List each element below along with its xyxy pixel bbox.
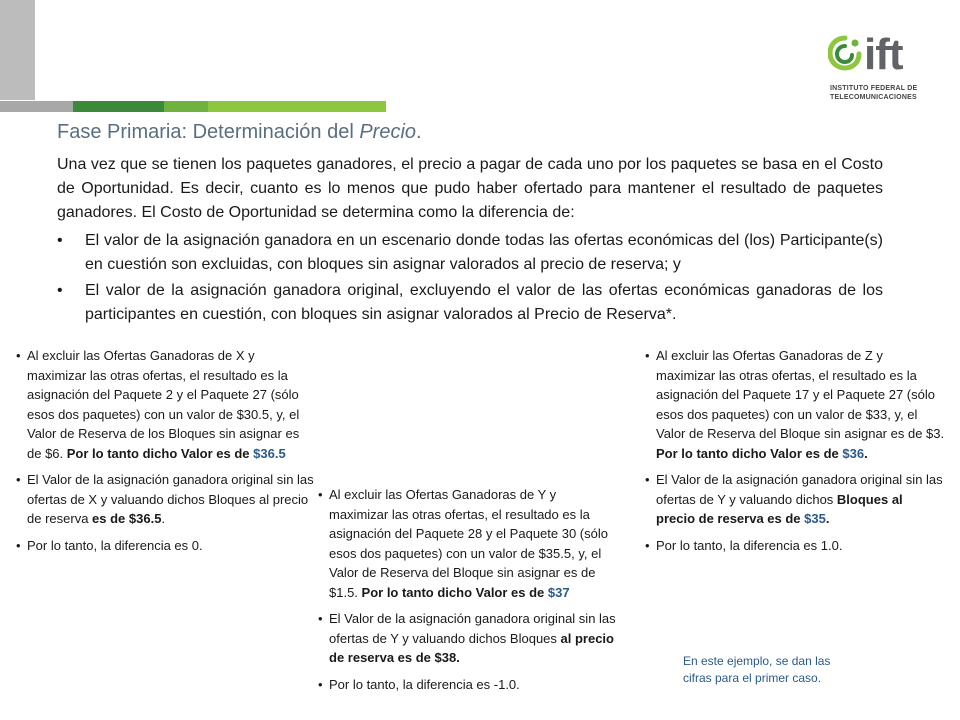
bullet-text: El Valor de la asignación ganadora original sin las ofertas de Y y valuando dichos [656, 472, 943, 507]
column-bullet [16, 470, 316, 529]
bullet-bold: Bloques al precio de reserva es de [656, 491, 903, 526]
bullet-end: . [161, 511, 166, 526]
column-bullet [318, 485, 618, 602]
title-end: . [416, 121, 422, 143]
example-note: En este ejemplo, se dan las cifras para el primer caso. [683, 654, 831, 685]
bullet-bold: Por lo tanto dicho Valor es de [66, 445, 254, 461]
ift-logo-sub-line1: INSTITUTO FEDERAL DE [830, 85, 918, 92]
strip-light-green [208, 101, 386, 112]
main-bullet-list [57, 229, 883, 329]
bullet-text: Al excluir las Ofertas Ganadoras de Z y maximizar las otras ofertas, el resultado es la asignación del Paquete 17 y el Paquete 27 (sólo esos dos paquetes) con un valor de $33, y, el Valor de Reserva del Bloque sin asignar es de $3. [656, 348, 945, 441]
ift-logo-subtitle [830, 84, 917, 102]
color-strip [0, 101, 386, 112]
ift-logo [828, 30, 938, 105]
ift-logo-sub-line2: TELECOMUNICACIONES [830, 94, 917, 101]
column-bullet [645, 346, 945, 463]
bullet-text: El Valor de la asignación ganadora original sin las ofertas de X y valuando dichos Bloques al precio de reserva [27, 472, 314, 526]
bullet-end: . [864, 445, 868, 461]
example-column-z [645, 346, 945, 562]
ift-logo-mark-icon [828, 34, 862, 74]
title-italic: Precio [359, 121, 417, 143]
bullet-value: $35 [804, 511, 826, 526]
example-column-x [16, 346, 316, 562]
title-main: Fase Primaria: Determinación del [57, 121, 360, 143]
bullet-bold: Por lo tanto dicho Valor es de [656, 445, 843, 461]
bullet-end: . [825, 511, 830, 526]
side-bar [0, 0, 35, 100]
bullet-bold: es de $36.5 [92, 511, 162, 526]
slide-title [57, 121, 422, 144]
strip-green [164, 101, 208, 112]
column-bullet [645, 470, 945, 529]
bullet-bold: Por lo tanto dicho Valor es de [361, 584, 548, 600]
bullet-value: $36 [842, 445, 865, 461]
strip-dark-green [73, 101, 164, 112]
column-bullet: • Por lo tanto, la diferencia es 0. [16, 536, 316, 556]
example-column-y [318, 485, 618, 701]
bullet-text: Al excluir las Ofertas Ganadoras de Y y maximizar las otras ofertas, el resultado es la asignación del Paquete 28 y el Paquete 30 (sólo esos dos paquetes) con un valor de $35.5, y, el Valor de Reserva del Bloque sin asignar es de $1.5. [329, 487, 608, 600]
main-bullet: • El valor de la asignación ganadora original, excluyendo el valor de las ofertas económicas ganadoras de los participantes en cuestión, con bloques sin asignar valorados al Precio de Reserva*. [57, 279, 883, 327]
ift-logo-text: ift [864, 30, 903, 79]
bullet-text: El Valor de la asignación ganadora original sin las ofertas de Y y valuando dichos Bloques [329, 611, 616, 646]
bullet-value: $37 [547, 584, 570, 600]
bullet-text: Al excluir las Ofertas Ganadoras de X y maximizar las otras ofertas, el resultado es la asignación del Paquete 2 y el Paquete 27 (sólo esos dos paquetes) con un valor de $30.5, y, el Valor de Reserva de los Bloques sin asignar es de $6. [27, 348, 300, 461]
bullet-bold: al precio de reserva es de $38. [329, 630, 614, 665]
column-bullet: • Por lo tanto, la diferencia es -1.0. [318, 675, 618, 695]
main-bullet: • El valor de la asignación ganadora en un escenario donde todas las ofertas económicas del (los) Participante(s) en cuestión son excluidas, con bloques sin asignar valorados al precio de reserva; y [57, 229, 883, 277]
strip-gray [0, 101, 73, 112]
intro-paragraph: Una vez que se tienen los paquetes ganadores, el precio a pagar de cada uno por los paquetes se basa en el Costo de Oportunidad. Es decir, cuanto es lo menos que pudo haber ofertado para mantener el resultado de paquetes ganadores. El Costo de Oportunidad se determina como la diferencia de: [57, 156, 883, 221]
column-bullet [318, 609, 618, 668]
column-bullet: • Por lo tanto, la diferencia es 1.0. [645, 536, 945, 556]
column-bullet [16, 346, 316, 463]
bullet-value: $36.5 [253, 445, 286, 461]
